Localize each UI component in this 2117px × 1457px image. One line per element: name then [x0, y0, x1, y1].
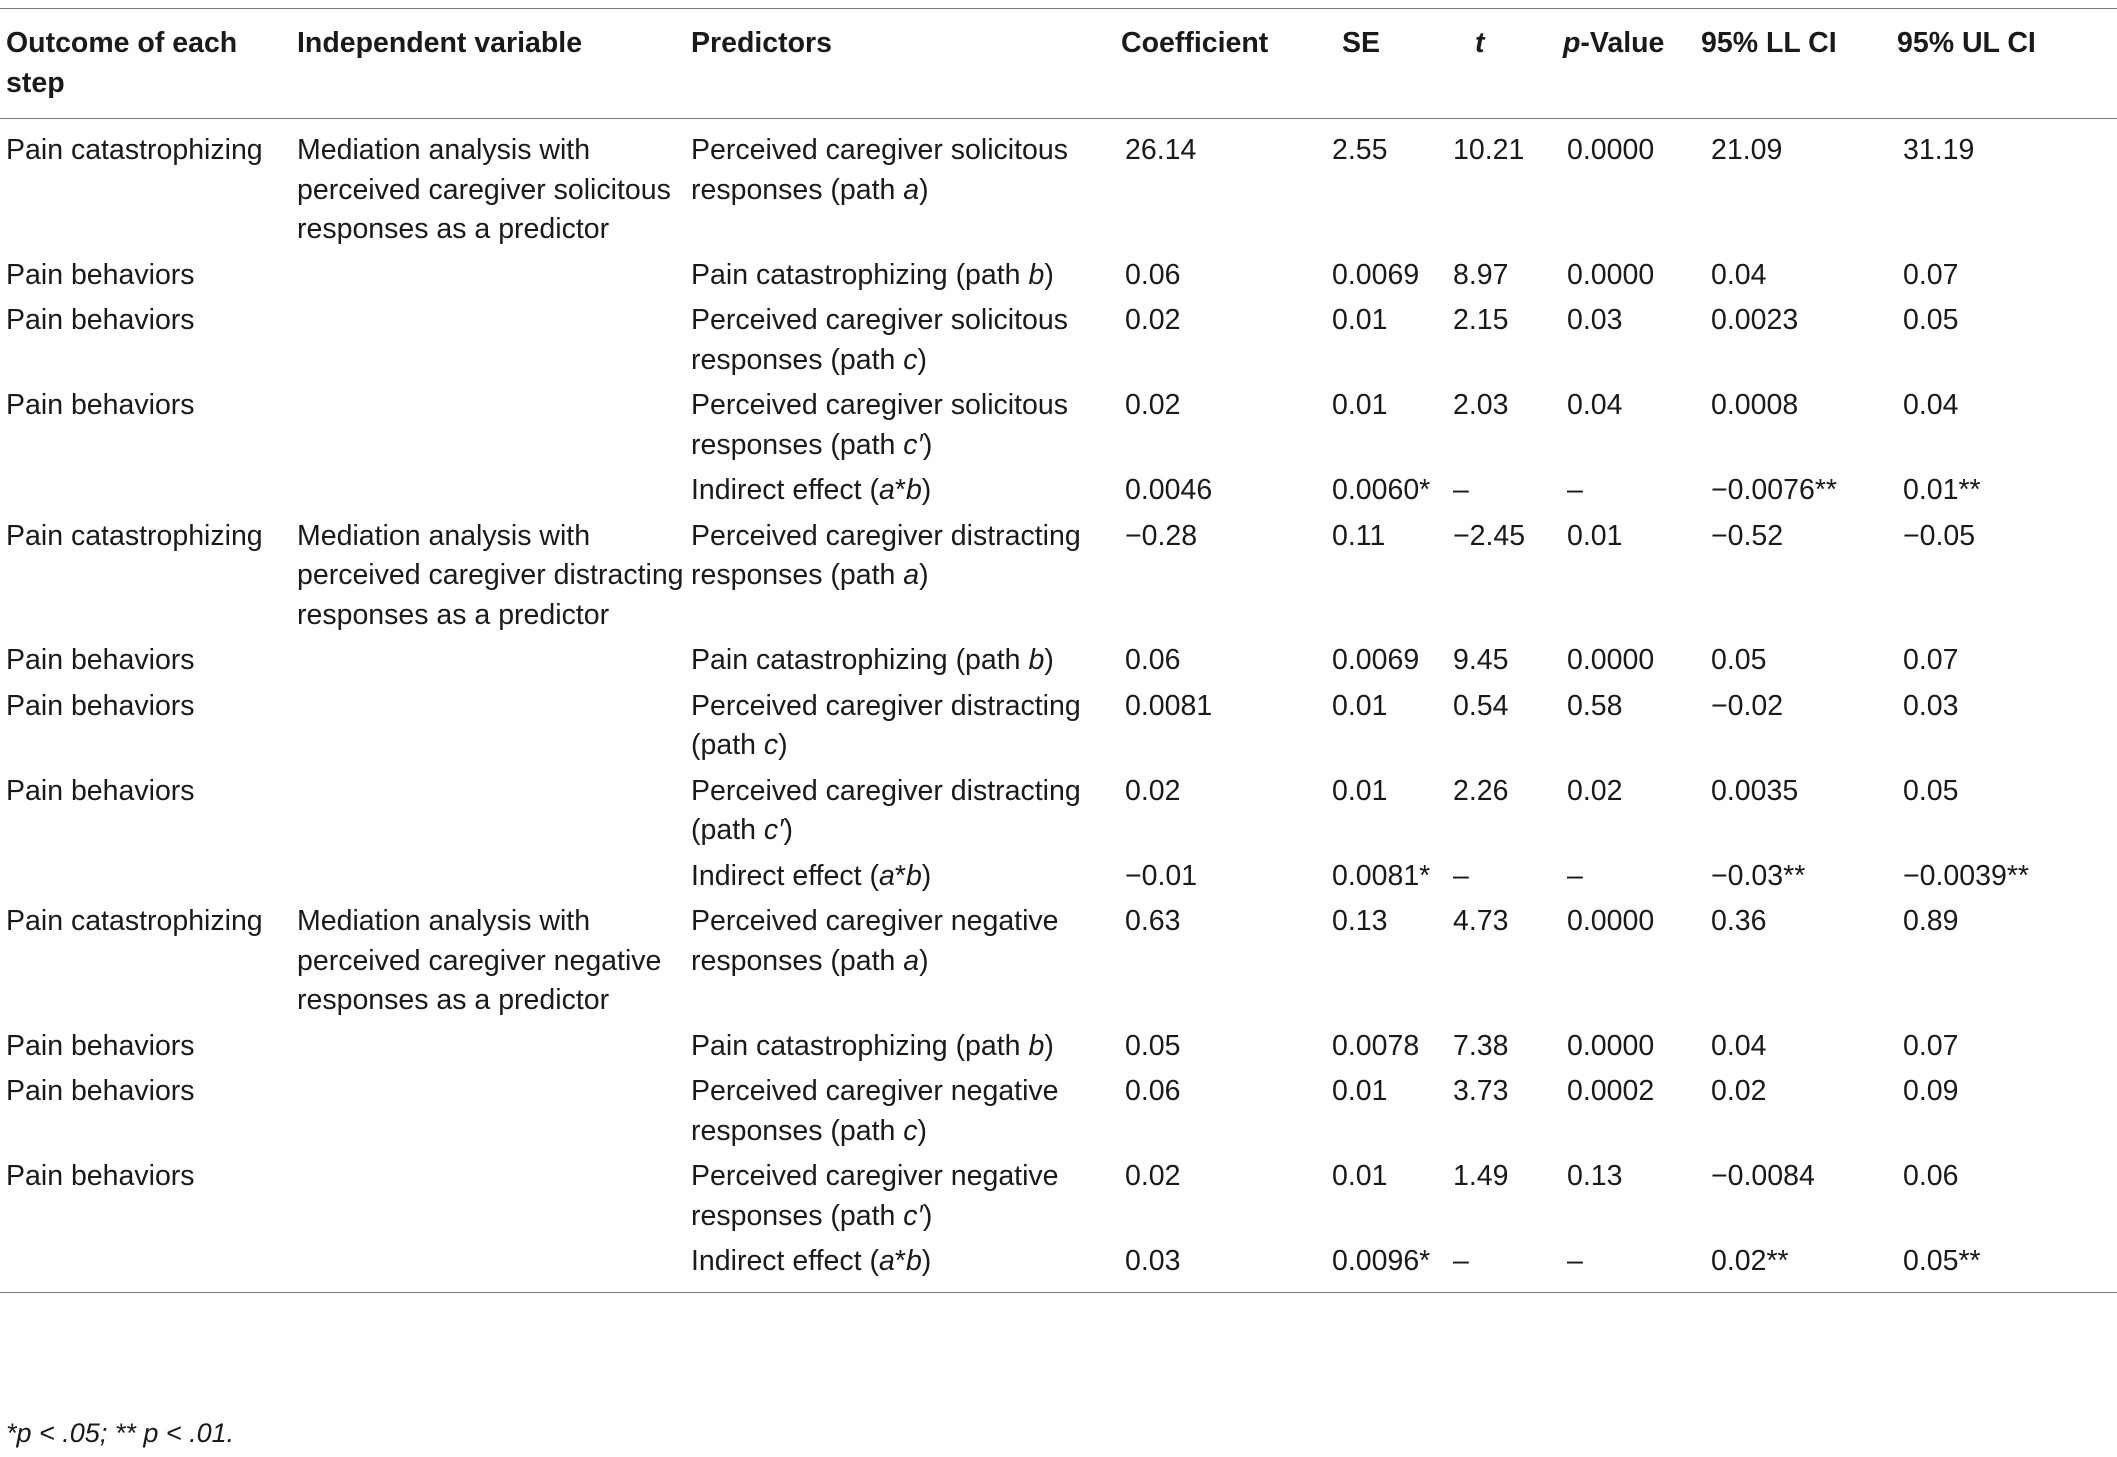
cell-predictor: Pain catastrophizing (path b) [691, 1029, 1054, 1062]
cell-p-value: – [1567, 859, 1583, 892]
cell-outcome [0, 857, 297, 903]
cell-se: 0.0060* [1332, 474, 1431, 506]
cell-independent-variable [297, 256, 691, 302]
cell-independent-variable: Mediation analysis with perceived caregiver solicitous responses as a predictor [297, 134, 671, 245]
cell-p-value: 0.02 [1567, 774, 1623, 807]
cell-coefficient: 0.02 [1125, 389, 1181, 421]
cell-outcome [0, 1242, 297, 1292]
cell-se: 0.0081* [1332, 859, 1431, 892]
cell-se: 0.13 [1332, 905, 1388, 937]
cell-coefficient: 0.02 [1125, 1160, 1181, 1192]
cell-p-value: 0.0002 [1567, 1075, 1655, 1107]
cell-p-value: – [1553, 1242, 1697, 1292]
cell-outcome: Pain behaviors [6, 1029, 195, 1062]
cell-t: 2.26 [1453, 774, 1509, 807]
table-row [0, 687, 2117, 772]
cell-95-ll-ci: 0.04 [1711, 258, 1767, 291]
header-predictors: Predictors [691, 9, 1103, 119]
cell-t: 2.15 [1453, 304, 1509, 336]
cell-outcome: Pain catastrophizing [6, 134, 263, 166]
cell-independent-variable [297, 687, 691, 772]
header-coefficient: Coefficient [1103, 9, 1306, 119]
header-outcome: Outcome of each step [0, 9, 297, 119]
cell-coefficient: 0.06 [1125, 644, 1181, 676]
cell-predictor: Perceived caregiver solicitous responses (path c′) [691, 389, 1068, 461]
cell-t: 10.21 [1453, 134, 1525, 166]
cell-95-ul-ci: −0.0039** [1903, 859, 2029, 892]
cell-95-ll-ci: 0.05 [1711, 644, 1767, 676]
cell-coefficient: 0.63 [1125, 905, 1181, 937]
cell-t: 1.49 [1453, 1160, 1509, 1192]
header-95-ll-ci: 95% LL CI [1697, 9, 1883, 119]
cell-independent-variable [297, 471, 691, 517]
cell-se: 0.0078 [1332, 1029, 1420, 1062]
cell-95-ul-ci: 0.05 [1903, 304, 1959, 336]
table-row [0, 902, 2117, 1027]
cell-95-ul-ci: 0.05 [1903, 774, 1959, 807]
table-row [0, 1027, 2117, 1073]
cell-se: 0.11 [1332, 519, 1386, 552]
cell-95-ul-ci: 31.19 [1903, 134, 1975, 166]
cell-95-ul-ci: 0.89 [1903, 905, 1959, 937]
cell-independent-variable [297, 301, 691, 386]
cell-t: 7.38 [1453, 1029, 1509, 1062]
cell-95-ul-ci: 0.09 [1903, 1075, 1959, 1107]
cell-p-value: 0.04 [1567, 389, 1623, 421]
cell-95-ll-ci: −0.02 [1711, 689, 1784, 722]
cell-predictor: Perceived caregiver solicitous responses (path a) [691, 134, 1068, 206]
cell-95-ul-ci: 0.06 [1903, 1160, 1959, 1192]
cell-coefficient: 0.06 [1125, 1075, 1181, 1107]
cell-95-ll-ci: 0.04 [1711, 1029, 1767, 1062]
header-se: SE [1306, 9, 1441, 119]
table-body [0, 119, 2117, 1293]
cell-95-ll-ci: 0.0035 [1711, 774, 1799, 807]
header-95-ul-ci: 95% UL CI [1883, 9, 2117, 119]
cell-95-ll-ci: 0.36 [1711, 905, 1767, 937]
table-row [0, 471, 2117, 517]
table-row [0, 857, 2117, 903]
cell-outcome: Pain catastrophizing [6, 905, 263, 937]
table-footnote: *p < .05; ** p < .01. [6, 1418, 235, 1448]
cell-95-ul-ci: −0.05 [1903, 519, 1976, 552]
table-row [0, 386, 2117, 471]
cell-independent-variable: Mediation analysis with perceived caregiver distracting responses as a predictor [297, 519, 684, 631]
cell-coefficient: 0.02 [1125, 774, 1181, 807]
table-row [0, 1072, 2117, 1157]
header-p-value: p-Value [1553, 9, 1697, 119]
cell-predictor: Indirect effect (a*b) [691, 474, 932, 506]
cell-t: 4.73 [1453, 905, 1509, 937]
cell-t: −2.45 [1453, 519, 1526, 552]
cell-coefficient: −0.28 [1125, 519, 1198, 552]
cell-independent-variable [297, 857, 691, 903]
cell-outcome: Pain behaviors [6, 644, 195, 676]
cell-p-value: – [1567, 474, 1583, 506]
cell-se: 0.01 [1332, 1160, 1388, 1192]
mediation-results-table [0, 8, 2117, 1293]
cell-predictor: Perceived caregiver distracting responses (path a) [691, 519, 1081, 591]
cell-se: 0.01 [1332, 774, 1388, 807]
cell-p-value: 0.03 [1567, 304, 1623, 336]
cell-predictor: Perceived caregiver negative responses (path c′) [691, 1160, 1059, 1232]
cell-95-ll-ci: −0.52 [1711, 519, 1784, 552]
cell-se: 0.0096* [1306, 1242, 1441, 1292]
cell-95-ul-ci: 0.07 [1903, 258, 1959, 291]
cell-independent-variable: Mediation analysis with perceived caregiver negative responses as a predictor [297, 905, 662, 1016]
cell-coefficient: −0.01 [1125, 859, 1198, 892]
cell-coefficient: 26.14 [1125, 134, 1197, 166]
cell-t: 2.03 [1453, 389, 1509, 421]
cell-t: 3.73 [1453, 1075, 1509, 1107]
cell-outcome: Pain behaviors [6, 774, 195, 807]
cell-t: 8.97 [1453, 258, 1509, 291]
cell-predictor: Perceived caregiver negative responses (path c) [691, 1075, 1059, 1147]
table-row [0, 256, 2117, 302]
table-row [0, 517, 2117, 642]
cell-95-ul-ci: 0.07 [1903, 644, 1959, 676]
table-row [0, 301, 2117, 386]
table-row [0, 1157, 2117, 1242]
cell-se: 0.01 [1332, 689, 1388, 722]
cell-95-ul-ci: 0.04 [1903, 389, 1959, 421]
cell-95-ll-ci: 0.0008 [1711, 389, 1799, 421]
cell-se: 0.0069 [1332, 258, 1420, 291]
table-row [0, 119, 2117, 256]
table-row [0, 772, 2117, 857]
cell-t: 0.54 [1453, 689, 1509, 722]
cell-p-value: 0.0000 [1567, 258, 1655, 291]
cell-95-ul-ci: 0.05** [1883, 1242, 2117, 1292]
cell-independent-variable [297, 1072, 691, 1157]
cell-p-value: 0.0000 [1567, 644, 1655, 676]
cell-se: 0.01 [1332, 389, 1388, 421]
cell-p-value: 0.0000 [1567, 1029, 1655, 1062]
cell-95-ll-ci: 21.09 [1711, 134, 1783, 166]
cell-t: – [1441, 1242, 1553, 1292]
cell-predictor: Perceived caregiver distracting (path c) [691, 689, 1081, 761]
cell-outcome [0, 471, 297, 517]
cell-se: 0.01 [1332, 1075, 1388, 1107]
cell-independent-variable [297, 641, 691, 687]
cell-predictor: Pain catastrophizing (path b) [691, 258, 1054, 291]
cell-predictor: Perceived caregiver solicitous responses (path c) [691, 304, 1068, 376]
header-independent-variable: Independent variable [297, 9, 691, 119]
cell-95-ll-ci: 0.0023 [1711, 304, 1799, 336]
cell-outcome: Pain behaviors [6, 304, 195, 336]
cell-p-value: 0.01 [1567, 519, 1623, 552]
cell-t: – [1453, 474, 1469, 506]
cell-coefficient: 0.0081 [1125, 689, 1213, 722]
cell-predictor: Perceived caregiver negative responses (path a) [691, 905, 1059, 977]
cell-p-value: 0.0000 [1567, 134, 1655, 166]
cell-95-ll-ci: −0.0076** [1711, 474, 1837, 506]
cell-outcome: Pain behaviors [6, 1075, 195, 1107]
cell-outcome: Pain catastrophizing [6, 519, 263, 552]
cell-se: 2.55 [1332, 134, 1388, 166]
cell-se: 0.01 [1332, 304, 1388, 336]
cell-predictor: Pain catastrophizing (path b) [691, 644, 1054, 676]
cell-predictor: Indirect effect (a*b) [691, 859, 932, 892]
table-row [0, 641, 2117, 687]
cell-95-ul-ci: 0.01** [1903, 474, 1981, 506]
cell-95-ul-ci: 0.07 [1903, 1029, 1959, 1062]
cell-independent-variable [297, 1242, 691, 1292]
cell-t: 9.45 [1453, 644, 1509, 676]
cell-95-ll-ci: −0.0084 [1711, 1160, 1815, 1192]
cell-independent-variable [297, 386, 691, 471]
cell-outcome: Pain behaviors [6, 689, 195, 722]
header-t: t [1441, 9, 1553, 119]
cell-95-ll-ci: 0.02 [1711, 1075, 1767, 1107]
cell-p-value: 0.13 [1567, 1160, 1623, 1192]
cell-coefficient: 0.05 [1125, 1029, 1181, 1062]
table-row [0, 1242, 2117, 1292]
header-row [0, 9, 2117, 119]
cell-t: – [1453, 859, 1469, 892]
cell-coefficient: 0.0046 [1125, 474, 1213, 506]
cell-95-ll-ci: −0.03** [1711, 859, 1806, 892]
cell-95-ul-ci: 0.03 [1903, 689, 1959, 722]
cell-predictor: Indirect effect (a*b) [691, 1242, 1103, 1292]
cell-coefficient: 0.06 [1125, 258, 1181, 291]
cell-independent-variable [297, 772, 691, 857]
cell-outcome: Pain behaviors [6, 1160, 195, 1192]
cell-predictor: Perceived caregiver distracting (path c′) [691, 774, 1081, 846]
cell-outcome: Pain behaviors [6, 389, 195, 421]
cell-outcome: Pain behaviors [6, 258, 195, 291]
cell-coefficient: 0.02 [1125, 304, 1181, 336]
cell-p-value: 0.58 [1567, 689, 1623, 722]
cell-se: 0.0069 [1332, 644, 1420, 676]
cell-independent-variable [297, 1027, 691, 1073]
cell-independent-variable [297, 1157, 691, 1242]
cell-coefficient: 0.03 [1103, 1242, 1306, 1292]
cell-p-value: 0.0000 [1567, 905, 1655, 937]
cell-95-ll-ci: 0.02** [1697, 1242, 1883, 1292]
